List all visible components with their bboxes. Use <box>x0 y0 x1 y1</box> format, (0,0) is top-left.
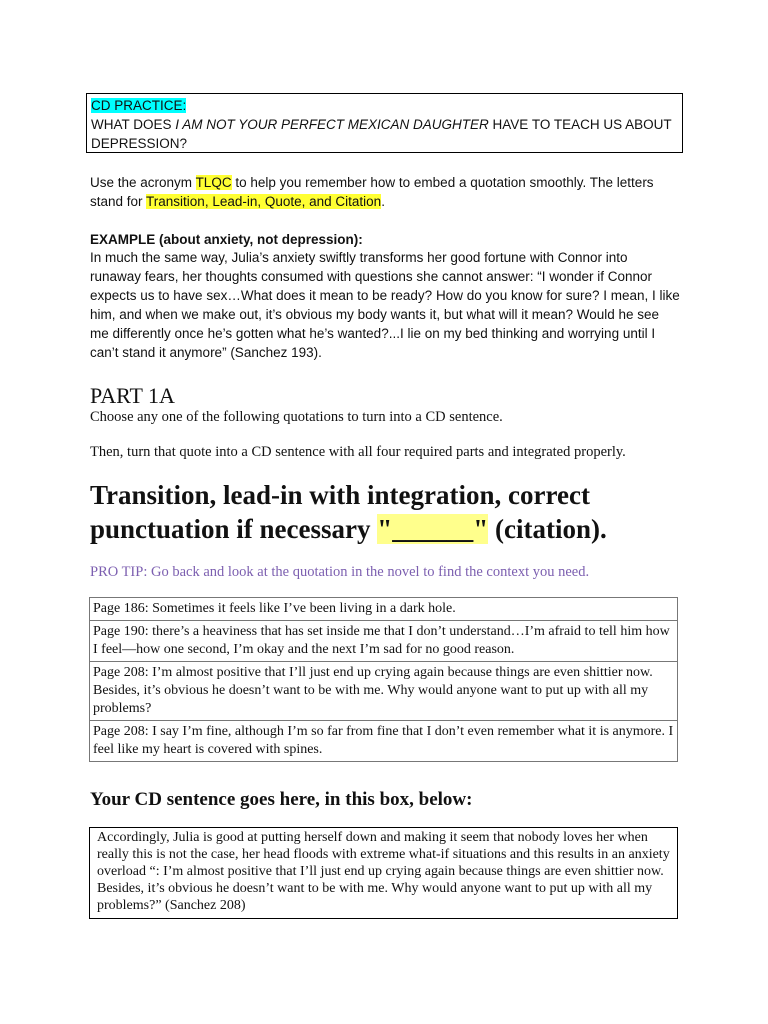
example-heading: EXAMPLE (about anxiety, not depression): <box>90 232 363 247</box>
turn-instruction: Then, turn that quote into a CD sentence with all four required parts and integrated properly. <box>90 444 626 460</box>
header-box <box>86 93 683 153</box>
quote-row: Page 208: I say I’m fine, although I’m so far from fine that I don’t even remember what it is anymore. I feel like my heart is covered with spines. <box>93 724 674 757</box>
question-prefix: WHAT DOES <box>91 117 176 132</box>
example-paragraph: In much the same way, Julia’s anxiety swiftly transforms her good fortune with Connor into runaway fears, her thoughts consumed with questions she cannot answer: “I wonder if Connor expects us to have sex…What does it mean to be ready? How do you know for sure? I mean, I like him, and when we make out, it’s obvious my body wants it, but what will it mean? Would he see me differently once he’s gotten what he’s wanted?...I lie on my bed thinking and worrying until I can’t stand it anymore” (Sanchez 193). <box>90 250 680 360</box>
quote-row: Page 190: there’s a heaviness that has set inside me that I don’t understand…I’m afraid to tell him how I feel—how one second, I’m okay and the next I’m sad for no good reason. <box>90 621 677 662</box>
part-title: PART 1A <box>90 383 175 408</box>
choose-instruction: Choose any one of the following quotations to turn into a CD sentence. <box>90 409 503 425</box>
intro-paragraph: Use the acronym TLQC to help you remember how to embed a quotation smoothly. The letters stand for Transition, Lead-in, Quote, and Citation. <box>90 175 654 209</box>
quote-row: Page 208: I’m almost positive that I’ll just end up crying again because things are even shittier now. Besides, it’s obvious he doesn’t want to be with me. Why would anyone want to put up with all my problems? <box>90 662 677 721</box>
quote-blank-highlight: "______" <box>377 514 489 544</box>
cd-practice-label: CD PRACTICE: <box>91 98 187 113</box>
quote-row: Page 186: Sometimes it feels like I’ve been living in a dark hole. <box>90 598 677 621</box>
answer-box[interactable]: Accordingly, Julia is good at putting herself down and making it seem that nobody loves her when really this is not the case, her head floods with extreme what-if situations and this results in an anxiety overload “: I’m almost positive that I’ll just end up crying again because things are even shittier now. Besides, it’s obvious he doesn’t want to be with me. Why would anyone want to put up with all my problems?” (Sanchez 208) <box>89 827 678 919</box>
pro-tip: PRO TIP: Go back and look at the quotation in the novel to find the context you need. <box>90 564 590 580</box>
acronym-highlight: TLQC <box>195 175 232 190</box>
answer-heading: Your CD sentence goes here, in this box, below: <box>90 789 473 810</box>
acronym-expansion-highlight: Transition, Lead-in, Quote, and Citation <box>146 194 382 209</box>
book-title: I AM NOT YOUR PERFECT MEXICAN DAUGHTER <box>175 117 489 132</box>
quotations-table <box>89 597 678 762</box>
question-suffix: HAVE TO TEACH US ABOUT DEPRESSION? <box>91 117 672 151</box>
formula-heading: Transition, lead-in with integration, correct punctuation if necessary "______" (citation). <box>90 480 607 544</box>
